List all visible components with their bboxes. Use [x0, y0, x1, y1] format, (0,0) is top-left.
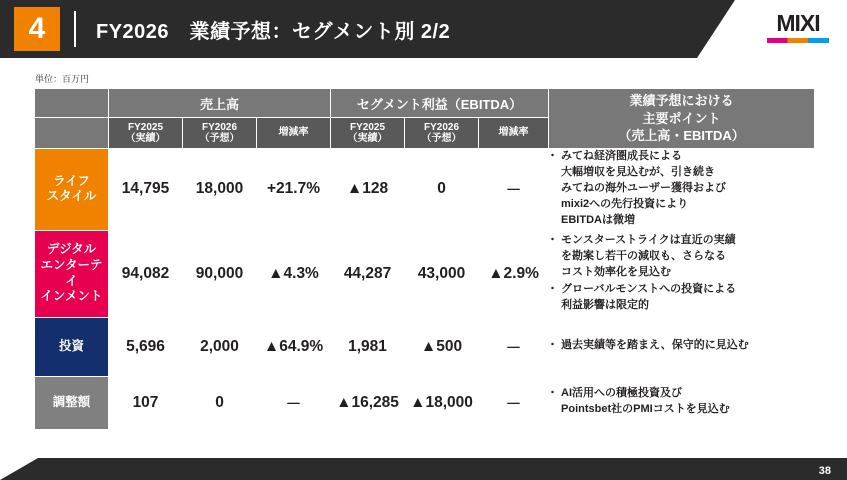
- page-number: 38: [818, 465, 831, 477]
- header-rev-fy2025-year: FY2025: [127, 121, 164, 133]
- header-rev-fy2026-year: FY2026: [201, 121, 238, 133]
- header-prof-fy2025: [331, 118, 405, 149]
- cell-key-points: [549, 376, 815, 429]
- header-prof-fy2026-year: FY2026: [424, 121, 460, 133]
- header-prof-fy2026-note: （予想）: [421, 133, 462, 144]
- table-row: [35, 317, 815, 376]
- key-point-item: ・ グローバルモンストへの投資による 利益影響は限定的: [549, 282, 814, 314]
- key-point-item: ・ 過去実績等を踏まえ、保守的に見込む: [549, 338, 814, 354]
- cell-rev-fy2025: 94,082: [109, 230, 183, 317]
- header-prof-fy2025-note: （実績）: [347, 133, 388, 144]
- header-rev-fy2026-note: （予想）: [199, 133, 240, 144]
- cell-rev-fy2026: 0: [183, 376, 257, 429]
- cell-rev-fy2026: 90,000: [183, 230, 257, 317]
- cell-rev-fy2026: 2,000: [183, 317, 257, 376]
- header-rev-change: 増減率: [257, 118, 331, 149]
- header-revenue: 売上高: [109, 89, 331, 118]
- cell-prof-change: ▲2.9%: [479, 230, 549, 317]
- header-key-points-line2: 主要ポイント: [642, 110, 721, 126]
- header-prof-fy2025-year: FY2025: [350, 121, 386, 133]
- cell-key-points: [549, 317, 815, 376]
- segment-label-digital-line2: エンターテイ: [40, 258, 103, 288]
- cell-prof-fy2025: ▲128: [331, 149, 405, 231]
- mixi-logo: [767, 12, 829, 43]
- segment-label-adjustment-line1: 調整額: [52, 394, 91, 409]
- segment-label-lifestyle-line1: ライフ: [53, 173, 90, 188]
- header-prof-fy2026: [405, 118, 479, 149]
- key-point-item: ・ モンスターストライクは直近の実績 を勘案し若干の減収も、さらなる コスト効率化を見込む: [549, 233, 814, 281]
- segment-label-digital-line1: デジタル: [46, 242, 97, 257]
- cell-prof-fy2026: ▲18,000: [405, 376, 479, 429]
- page-title: FY2026 業績予想：セグメント別 2/2: [96, 21, 451, 43]
- segment-label-lifestyle: [35, 149, 109, 231]
- header-rev-fy2025-note: （実績）: [125, 133, 166, 144]
- unit-note: 単位：百万円: [35, 74, 90, 84]
- segment-label-investment-line1: 投資: [58, 338, 84, 353]
- cell-rev-change: +21.7%: [257, 149, 331, 231]
- cell-rev-fy2026: 18,000: [183, 149, 257, 231]
- logo-underline: [767, 38, 829, 43]
- header-key-points: [549, 89, 815, 149]
- key-point-item: ・ みてね経済圏成長による 大幅増収を見込むが、引き続き みてねの海外ユーザー獲得および mixi2への先行投資により EBITDAは微増: [549, 149, 814, 229]
- header-divider: [74, 11, 76, 47]
- segment-label-adjustment: [35, 376, 109, 429]
- key-point-item: ・ AI活用への積極投資及び Pointsbet社のPMIコストを見込む: [549, 386, 814, 418]
- cell-prof-fy2026: 43,000: [405, 230, 479, 317]
- header-rev-fy2025: [109, 118, 183, 149]
- cell-rev-change: －: [257, 376, 331, 429]
- segment-forecast-table: [34, 88, 814, 430]
- footer-bar: [0, 458, 847, 480]
- cell-rev-fy2025: 107: [109, 376, 183, 429]
- header-segment-profit: セグメント利益（EBITDA）: [331, 89, 549, 118]
- segment-label-investment: [35, 317, 109, 376]
- slide-header: [0, 0, 847, 62]
- table-row: [35, 230, 815, 317]
- header-rev-fy2026: [183, 118, 257, 149]
- table-group-header-row: [35, 89, 815, 118]
- cell-key-points: [549, 149, 815, 231]
- cell-key-points: [549, 230, 815, 317]
- segment-label-lifestyle-line2: スタイル: [46, 189, 97, 204]
- corner-cell-2: [35, 118, 109, 149]
- segment-label-digital-entertainment: [35, 230, 109, 317]
- cell-rev-fy2025: 14,795: [109, 149, 183, 231]
- slide-number-badge: 4: [14, 7, 60, 51]
- table-row: [35, 149, 815, 231]
- cell-prof-change: －: [479, 149, 549, 231]
- cell-prof-fy2026: ▲500: [405, 317, 479, 376]
- cell-prof-change: －: [479, 317, 549, 376]
- cell-rev-change: ▲4.3%: [257, 230, 331, 317]
- cell-prof-fy2025: 1,981: [331, 317, 405, 376]
- header-key-points-line3: （売上高・EBITDA）: [618, 128, 745, 144]
- logo-text: MIXI: [776, 10, 820, 36]
- corner-cell: [35, 89, 109, 118]
- cell-prof-fy2025: ▲16,285: [331, 376, 405, 429]
- table-row: [35, 376, 815, 429]
- header-key-points-line1: 業績予想における: [629, 93, 734, 109]
- cell-rev-fy2025: 5,696: [109, 317, 183, 376]
- cell-rev-change: ▲64.9%: [257, 317, 331, 376]
- cell-prof-fy2026: 0: [405, 149, 479, 231]
- header-prof-change: 増減率: [479, 118, 549, 149]
- cell-prof-change: －: [479, 376, 549, 429]
- segment-label-digital-line3: インメント: [40, 289, 103, 304]
- cell-prof-fy2025: 44,287: [331, 230, 405, 317]
